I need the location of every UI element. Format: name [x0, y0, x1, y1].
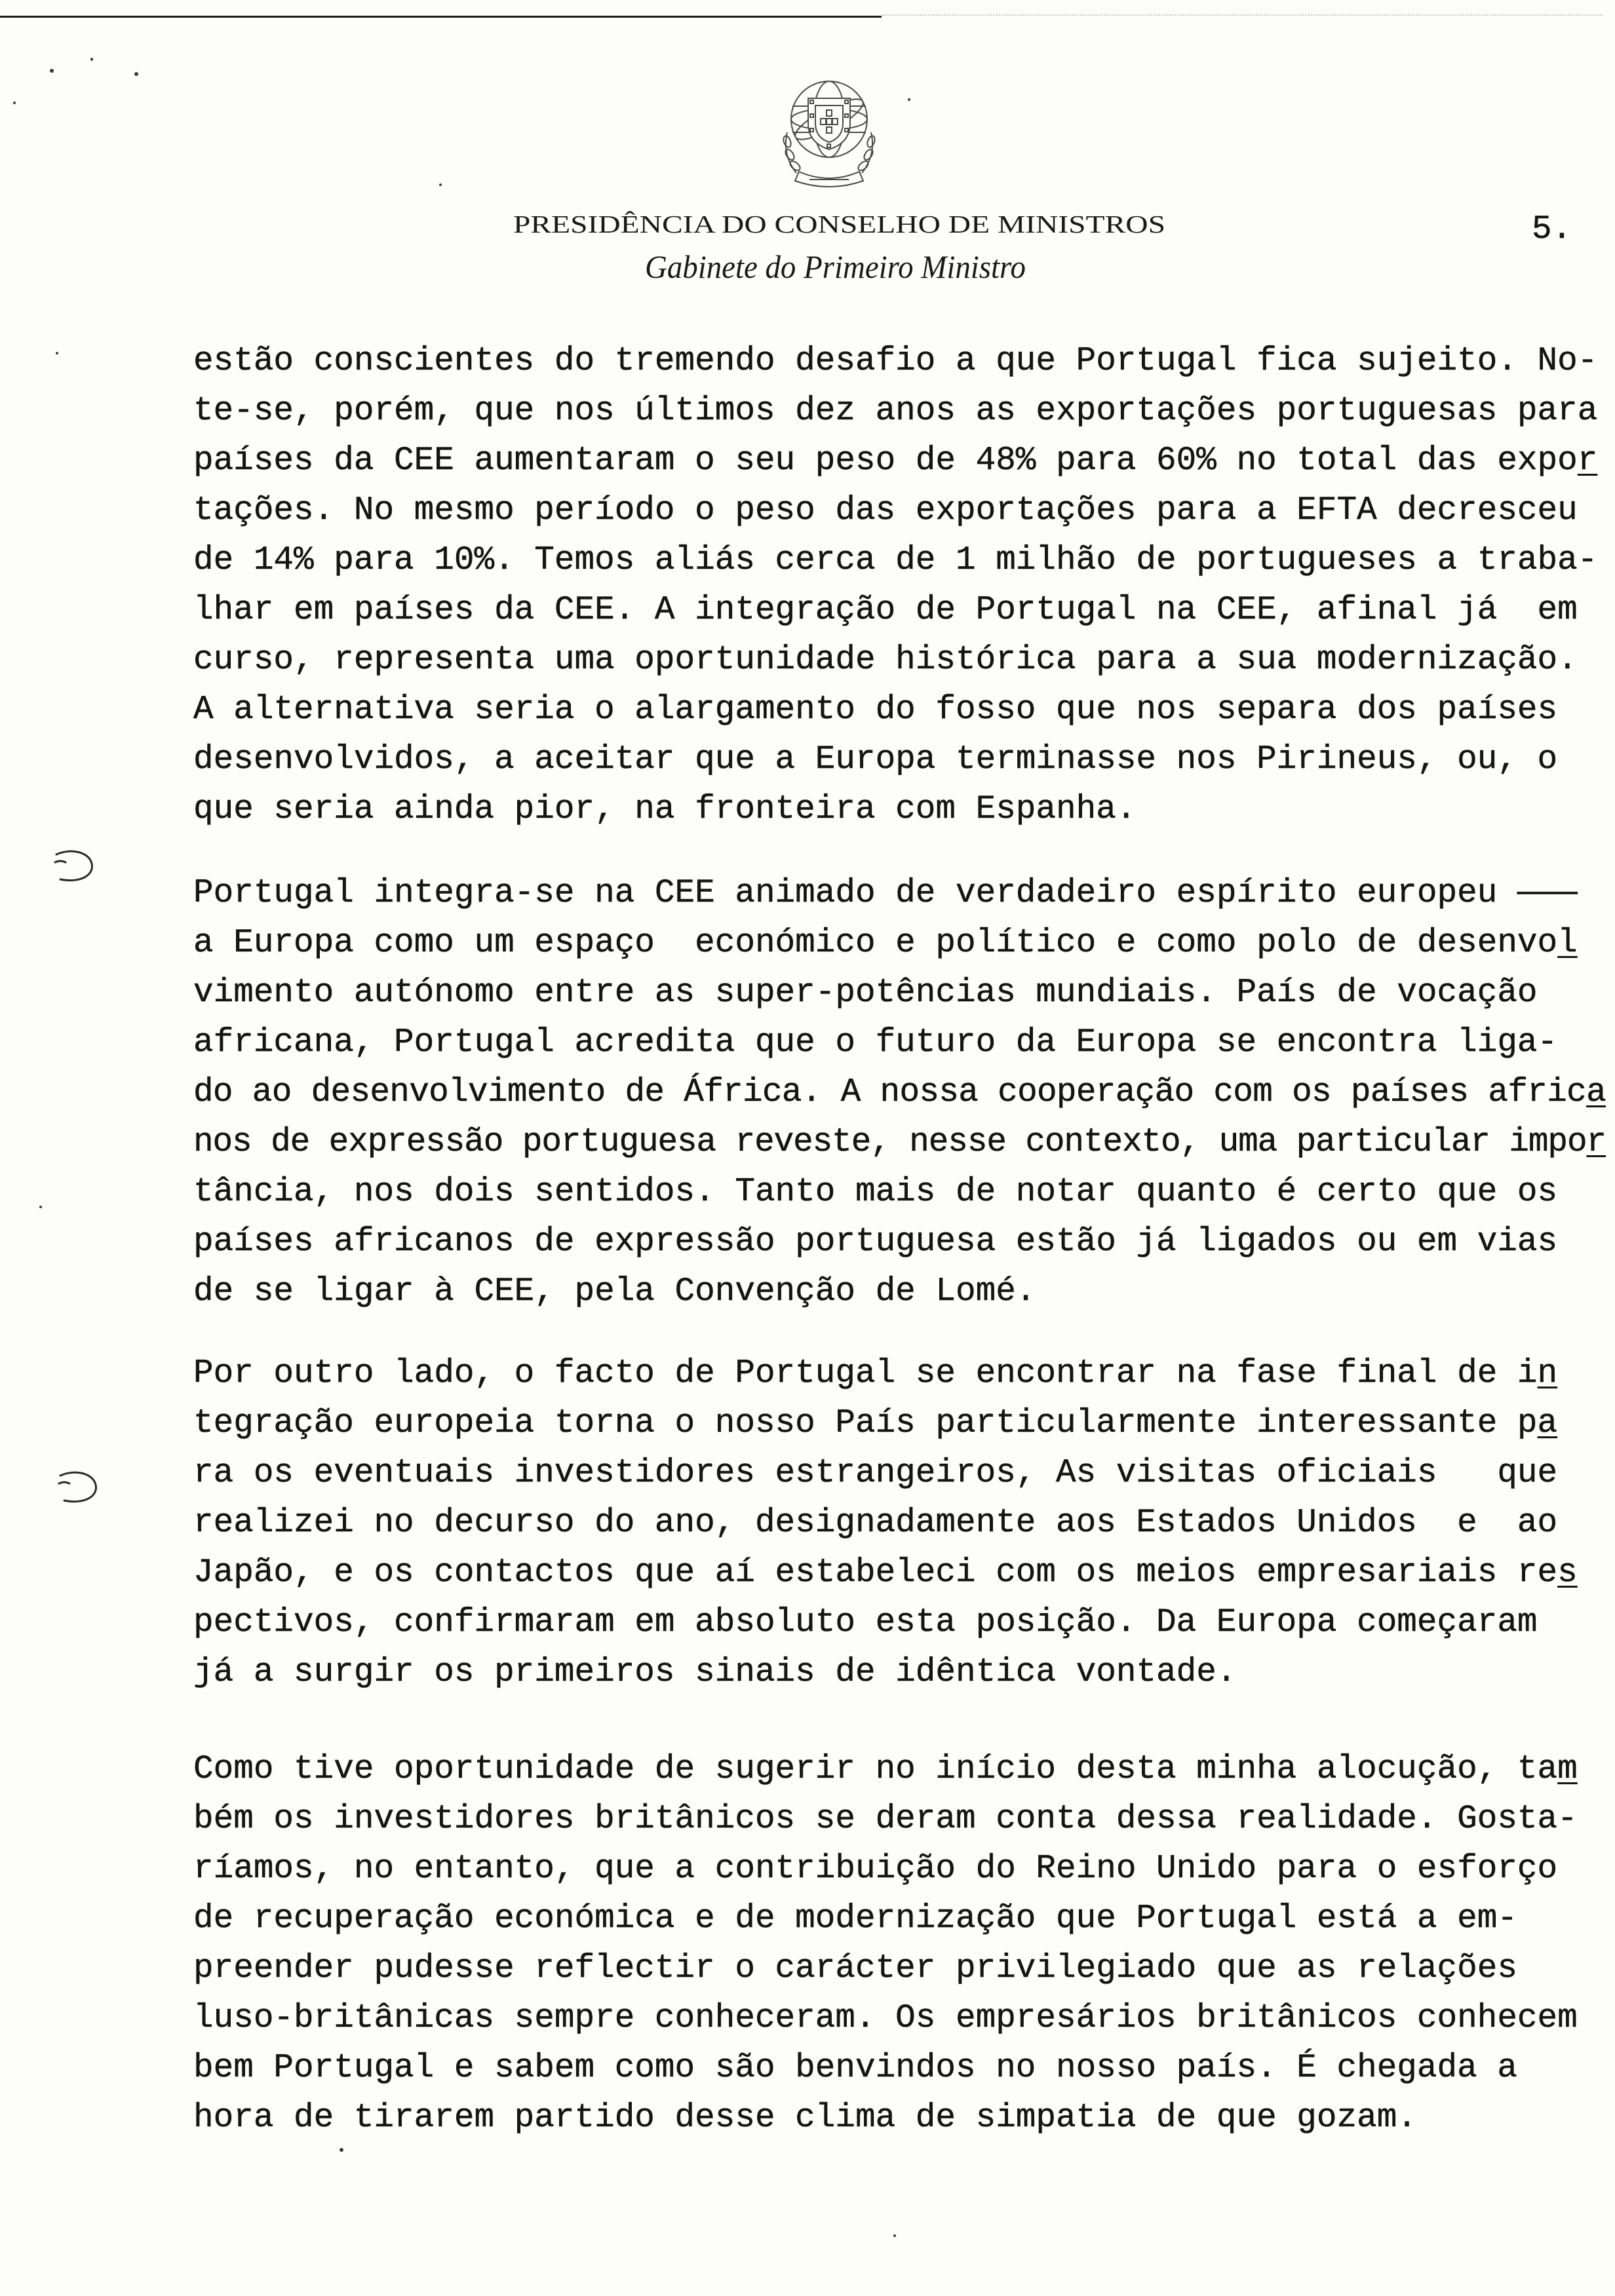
institution-heading	[513, 206, 1169, 243]
hyphenation-underline: r	[1586, 1124, 1606, 1161]
coat-of-arms-icon	[770, 68, 888, 193]
body-text-line: bem Portugal e sabem como são benvindos no nosso país. É chegada a	[193, 2050, 1517, 2087]
body-text-line: Japão, e os contactos que aí estabeleci com os meios empresariais res	[193, 1554, 1578, 1592]
scan-speck	[13, 102, 16, 104]
scan-speck	[90, 58, 93, 61]
body-text-line: de 14% para 10%. Temos aliás cerca de 1 milhão de portugueses a traba-	[193, 542, 1598, 579]
body-text-line: te-se, porém, que nos últimos dez anos as exportações portuguesas para	[193, 392, 1598, 430]
body-text-line: de recuperação económica e de modernização que Portugal está a em-	[193, 1900, 1517, 1938]
body-text-line: já a surgir os primeiros sinais de idêntica vontade.	[193, 1654, 1237, 1691]
body-text-line: realizei no decurso do ano, designadamente aos Estados Unidos e ao	[193, 1504, 1558, 1542]
body-text-line: desenvolvidos, a aceitar que a Europa terminasse nos Pirineus, ou, o	[193, 741, 1558, 778]
top-rule	[0, 16, 882, 18]
body-text-line: do ao desenvolvimento de África. A nossa cooperação com os países africa	[193, 1074, 1606, 1111]
body-text-line: nos de expressão portuguesa reveste, nesse contexto, uma particular impor	[193, 1124, 1606, 1161]
page-number: 5.	[1532, 211, 1572, 248]
top-rule-faint	[882, 14, 1603, 16]
body-text-line: que seria ainda pior, na fronteira com Espanha.	[193, 791, 1137, 828]
scan-speck	[908, 98, 910, 101]
body-text-line: africana, Portugal acredita que o futuro da Europa se encontra liga-	[193, 1024, 1558, 1062]
institution-name: PRESIDÊNCIA DO CONSELHO DE MINISTROS	[513, 211, 1165, 239]
body-text-line: tegração europeia torna o nosso País particularmente interessante pa	[193, 1405, 1558, 1442]
body-text-line: vimento autónomo entre as super-potências mundiais. País de vocação	[193, 974, 1538, 1012]
hyphenation-underline: r	[1577, 442, 1598, 480]
body-text-line: estão conscientes do tremendo desafio a que Portugal fica sujeito. No-	[193, 343, 1598, 380]
scan-speck	[134, 72, 138, 76]
body-text-line: A alternativa seria o alargamento do fosso que nos separa dos países	[193, 691, 1558, 729]
office-heading	[645, 244, 1038, 291]
body-text-line: Como tive oportunidade de sugerir no início desta minha alocução, tam	[193, 1751, 1578, 1788]
scan-speck	[893, 2234, 896, 2237]
body-text-line: bém os investidores britânicos se deram conta dessa realidade. Gosta-	[193, 1801, 1578, 1838]
body-text-line: países africanos de expressão portuguesa estão já ligados ou em vias	[193, 1223, 1558, 1261]
hyphenation-underline: m	[1557, 1751, 1578, 1788]
body-text-line: hora de tirarem partido desse clima de simpatia de que gozam.	[193, 2099, 1417, 2137]
body-text-line: curso, representa uma oportunidade histórica para a sua modernização.	[193, 641, 1578, 679]
body-text-line: países da CEE aumentaram o seu peso de 48% para 60% no total das expor	[193, 442, 1598, 480]
paragraph-1	[193, 337, 1597, 835]
body-text-line: Portugal integra-se na CEE animado de verdadeiro espírito europeu ———	[193, 875, 1578, 912]
paragraph-4	[193, 1745, 1578, 2143]
hyphenation-underline: a	[1537, 1405, 1558, 1442]
scan-speck	[50, 69, 54, 73]
scan-speck	[56, 352, 58, 354]
body-text-line: luso-britânicas sempre conheceram. Os empresários britânicos conhecem	[193, 2000, 1578, 2037]
scan-speck	[439, 183, 442, 186]
hyphenation-underline: n	[1537, 1355, 1558, 1392]
office-name: Gabinete do Primeiro Ministro	[645, 248, 1026, 285]
scan-speck	[340, 2148, 343, 2152]
body-text-line: lhar em países da CEE. A integração de Portugal na CEE, afinal já em	[193, 592, 1578, 629]
body-text-line: tações. No mesmo período o peso das exportações para a EFTA decresceu	[193, 492, 1578, 529]
body-text-line: preender pudesse reflectir o carácter privilegiado que as relações	[193, 1950, 1517, 1987]
scan-speck	[39, 1206, 42, 1208]
paragraph-2	[193, 869, 1606, 1317]
body-text-line: ra os eventuais investidores estrangeiros, As visitas oficiais que	[193, 1455, 1558, 1492]
body-text-line: a Europa como um espaço económico e político e como polo de desenvol	[193, 925, 1578, 962]
body-text-line: Por outro lado, o facto de Portugal se encontrar na fase final de in	[193, 1355, 1558, 1392]
body-text-line: ríamos, no entanto, que a contribuição do Reino Unido para o esforço	[193, 1850, 1558, 1888]
body-text-line: pectivos, confirmaram em absoluto esta posição. Da Europa começaram	[193, 1604, 1538, 1641]
paragraph-3	[193, 1349, 1578, 1698]
hyphenation-underline: l	[1557, 925, 1578, 962]
hyphenation-underline: s	[1557, 1554, 1578, 1592]
hyphenation-underline: a	[1586, 1074, 1606, 1111]
body-text-line: de se ligar à CEE, pela Convenção de Lomé.	[193, 1273, 1036, 1311]
check-mark-icon	[51, 847, 104, 889]
body-text-line: tância, nos dois sentidos. Tanto mais de notar quanto é certo que os	[193, 1174, 1558, 1211]
check-mark-icon	[55, 1468, 107, 1510]
